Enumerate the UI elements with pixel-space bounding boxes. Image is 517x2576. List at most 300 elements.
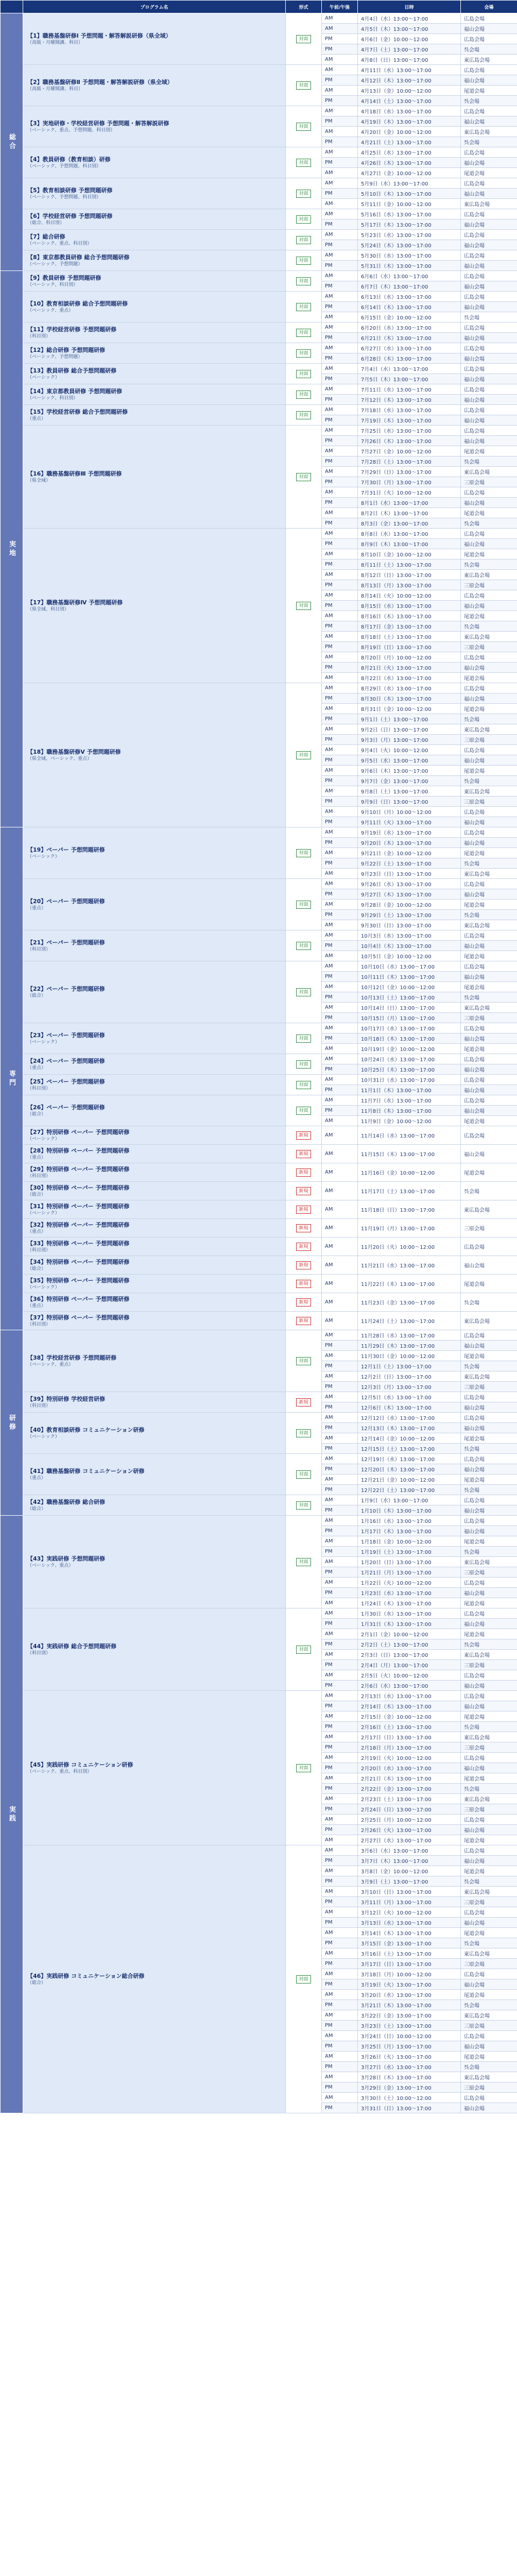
session-ampm: PM — [322, 1464, 358, 1475]
session-venue: 呉会場 — [461, 1485, 517, 1495]
session-venue: 尾道会場 — [461, 982, 517, 992]
program-name[interactable]: 【45】実践研修 コミュニケーション研修 — [27, 1761, 133, 1768]
session-venue: 福山会場 — [461, 1106, 517, 1116]
session-datetime: 11月20日（火）10:00～12:00 — [358, 1238, 461, 1256]
session-datetime: 2月15日（金）10:00～12:00 — [358, 1711, 461, 1722]
format-cell — [286, 271, 322, 292]
program-name[interactable]: 【10】教育相談研修 総合予想問題研修 — [27, 300, 128, 307]
program-subtitle: （ベーシック、重点、科目別） — [27, 241, 92, 246]
session-ampm: AM — [322, 1275, 358, 1293]
session-venue: 福山会場 — [461, 693, 517, 704]
session-ampm: AM — [322, 199, 358, 209]
session-ampm: AM — [322, 178, 358, 189]
session-venue: 広島会場 — [461, 34, 517, 44]
session-ampm: AM — [322, 1330, 358, 1341]
program-cell[interactable] — [23, 1691, 286, 1845]
program-name[interactable]: 【39】特別研修 学校経営研修 — [27, 1396, 106, 1402]
session-datetime: 3月18日（月）10:00～12:00 — [358, 1969, 461, 1979]
program-cell[interactable] — [23, 961, 286, 1023]
program-cell[interactable] — [23, 1312, 286, 1330]
program-name[interactable]: 【19】ペーパー 予想問題研修 — [27, 846, 105, 853]
session-venue: 広島会場 — [461, 209, 517, 219]
session-venue: 三原会場 — [461, 1382, 517, 1392]
program-name[interactable]: 【15】学校経営研修 総合予想問題研修 — [27, 409, 128, 415]
session-venue: 東広島会場 — [461, 1887, 517, 1897]
session-ampm: AM — [322, 766, 358, 776]
program-cell[interactable] — [23, 1095, 286, 1126]
session-datetime: 9月20日（木）13:00～17:00 — [358, 838, 461, 848]
session-datetime: 10月11日（木）13:00～17:00 — [358, 972, 461, 982]
session-ampm: AM — [322, 508, 358, 518]
table-row — [1, 529, 517, 539]
session-ampm: PM — [322, 1526, 358, 1536]
session-venue: 広島会場 — [461, 1075, 517, 1085]
session-venue: 尾道会場 — [461, 1433, 517, 1444]
session-ampm: AM — [322, 652, 358, 663]
session-venue: 広島会場 — [461, 1516, 517, 1526]
session-venue: 尾道会場 — [461, 673, 517, 683]
session-datetime: 11月28日（水）13:00～17:00 — [358, 1330, 461, 1341]
session-ampm: AM — [322, 1351, 358, 1361]
session-ampm: AM — [322, 951, 358, 961]
session-datetime: 9月2日（日）13:00～17:00 — [358, 724, 461, 735]
program-cell[interactable] — [23, 827, 286, 879]
program-name[interactable]: 【41】職務基盤研修 コミュニケーション研修 — [27, 1468, 145, 1475]
session-datetime: 4月18日（水）13:00～17:00 — [358, 106, 461, 116]
program-name[interactable]: 【17】職務基盤研修Ⅳ 予想問題研修 — [27, 599, 123, 606]
program-cell[interactable] — [23, 1145, 286, 1163]
program-name[interactable]: 【46】実践研修 コミュニケーション総合研修 — [27, 1973, 145, 1979]
format-badge: 対面 — [296, 1107, 311, 1115]
session-venue: 呉会場 — [461, 312, 517, 323]
session-venue: 呉会場 — [461, 456, 517, 467]
session-datetime: 10月12日（金）10:00～12:00 — [358, 982, 461, 992]
table-row — [1, 961, 517, 972]
program-subtitle: （重点） — [27, 1303, 46, 1309]
session-datetime: 9月8日（土）13:00～17:00 — [358, 786, 461, 796]
session-ampm: AM — [322, 168, 358, 178]
session-venue: 福山会場 — [461, 75, 517, 86]
format-badge: 対面 — [296, 159, 311, 167]
session-venue: 呉会場 — [461, 2000, 517, 2010]
program-name[interactable]: 【11】学校経営研修 予想問題研修 — [27, 326, 117, 333]
program-cell[interactable] — [23, 106, 286, 147]
session-venue: 福山会場 — [461, 601, 517, 611]
program-name[interactable]: 【7】総合研修 — [27, 233, 65, 240]
program-name[interactable]: 【6】学校経営研修 予想問題研修 — [27, 213, 113, 219]
session-datetime: 3月11日（月）13:00～17:00 — [358, 1897, 461, 1907]
program-name[interactable]: 【42】職務基盤研修 総合研修 — [27, 1499, 106, 1505]
session-ampm: AM — [322, 1095, 358, 1106]
session-venue: 福山会場 — [461, 2041, 517, 2052]
table-row — [1, 178, 517, 189]
program-subtitle: （ベーシック、重点） — [27, 308, 74, 313]
program-name[interactable]: 【35】特別研修 ペーパー 予想問題研修 — [27, 1277, 130, 1284]
session-datetime: 11月16日（金）10:00～12:00 — [358, 1163, 461, 1182]
session-venue: 福山会場 — [461, 24, 517, 34]
program-name[interactable]: 【36】特別研修 ペーパー 予想問題研修 — [27, 1296, 130, 1302]
program-name[interactable]: 【25】ペーパー 予想問題研修 — [27, 1078, 105, 1085]
program-cell[interactable] — [23, 147, 286, 178]
program-name[interactable]: 【40】教育相談研修 コミュニケーション研修 — [27, 1427, 145, 1433]
session-venue: 尾道会場 — [461, 446, 517, 456]
session-datetime: 4月7日（土）13:00～17:00 — [358, 44, 461, 55]
program-subtitle: （ベーシック） — [27, 1040, 60, 1045]
format-badge: 新規 — [296, 1261, 311, 1269]
session-datetime: 5月30日（水）13:00～17:00 — [358, 250, 461, 261]
session-ampm: PM — [322, 1742, 358, 1753]
session-datetime: 3月8日（金）10:00～12:00 — [358, 1866, 461, 1876]
session-venue: 尾道会場 — [461, 766, 517, 776]
program-name[interactable]: 【21】ペーパー 予想問題研修 — [27, 939, 105, 946]
session-venue: 呉会場 — [461, 776, 517, 786]
program-name[interactable]: 【16】職務基盤研修Ⅲ 予想問題研修 — [27, 470, 122, 477]
session-ampm: AM — [322, 1392, 358, 1402]
session-ampm: AM — [322, 1238, 358, 1256]
session-ampm: AM — [322, 1557, 358, 1567]
program-name[interactable]: 【44】実践研修 総合予想問題研修 — [27, 1643, 117, 1650]
format-cell — [286, 343, 322, 364]
program-cell[interactable] — [23, 230, 286, 250]
format-badge: 対面 — [296, 391, 311, 399]
session-ampm: AM — [322, 1145, 358, 1163]
session-datetime: 3月14日（木）13:00～17:00 — [358, 1928, 461, 1938]
session-datetime: 12月3日（月）13:00～17:00 — [358, 1382, 461, 1392]
session-datetime: 11月15日（木）13:00～17:00 — [358, 1145, 461, 1163]
session-venue: 三原会場 — [461, 1219, 517, 1238]
program-name[interactable]: 【8】東京都教員研修 総合予想問題研修 — [27, 254, 130, 261]
program-cell[interactable] — [23, 930, 286, 961]
session-datetime: 12月20日（木）13:00～17:00 — [358, 1464, 461, 1475]
program-cell[interactable] — [23, 426, 286, 529]
session-datetime: 7月11日（水）13:00～17:00 — [358, 384, 461, 395]
session-datetime: 9月30日（日）13:00～17:00 — [358, 920, 461, 930]
program-cell[interactable] — [23, 1126, 286, 1145]
session-datetime: 1月10日（木）13:00～17:00 — [358, 1505, 461, 1516]
session-venue: 東広島会場 — [461, 570, 517, 580]
session-ampm: AM — [322, 2052, 358, 2062]
session-datetime: 5月10日（木）13:00～17:00 — [358, 189, 461, 199]
format-badge: 新規 — [296, 1150, 311, 1158]
format-cell — [286, 1200, 322, 1219]
program-name[interactable]: 【4】教員研修（教育相談）研修 — [27, 156, 111, 163]
session-venue: 福山会場 — [461, 261, 517, 271]
session-ampm: AM — [322, 930, 358, 941]
program-cell[interactable] — [23, 529, 286, 683]
session-datetime: 6月6日（水）13:00～17:00 — [358, 271, 461, 281]
session-ampm: AM — [322, 1629, 358, 1639]
session-datetime: 7月12日（木）13:00～17:00 — [358, 395, 461, 405]
session-ampm: PM — [322, 415, 358, 426]
session-venue: 三原会場 — [461, 1013, 517, 1023]
session-venue: 呉会場 — [461, 910, 517, 920]
program-subtitle: （高級・月曜開講、科目） — [27, 87, 83, 92]
program-cell[interactable] — [23, 1275, 286, 1293]
program-cell[interactable] — [23, 178, 286, 209]
session-datetime: 4月8日（日）13:00～17:00 — [358, 55, 461, 65]
session-ampm: AM — [322, 1126, 358, 1145]
session-ampm: PM — [322, 1013, 358, 1023]
program-cell[interactable] — [23, 271, 286, 292]
session-venue: 広島会場 — [461, 2093, 517, 2103]
session-venue: 尾道会場 — [461, 1990, 517, 2000]
format-cell — [286, 827, 322, 879]
session-ampm: PM — [322, 477, 358, 487]
program-cell[interactable] — [23, 343, 286, 364]
program-cell[interactable] — [23, 364, 286, 384]
session-datetime: 1月9日（水）13:00～17:00 — [358, 1495, 461, 1505]
program-name[interactable]: 【26】ペーパー 予想問題研修 — [27, 1104, 105, 1111]
format-badge: 対面 — [296, 473, 311, 481]
session-ampm: PM — [322, 1402, 358, 1413]
session-datetime: 6月20日（水）13:00～17:00 — [358, 323, 461, 333]
session-ampm: AM — [322, 1928, 358, 1938]
session-venue: 尾道会場 — [461, 1275, 517, 1293]
session-datetime: 6月13日（水）13:00～17:00 — [358, 292, 461, 302]
session-datetime: 5月31日（木）13:00～17:00 — [358, 261, 461, 271]
table-row — [1, 1095, 517, 1106]
program-cell[interactable] — [23, 879, 286, 930]
program-cell[interactable] — [23, 250, 286, 271]
program-name[interactable]: 【43】実践研修 予想問題研修 — [27, 1555, 106, 1562]
program-name[interactable]: 【38】学校経営研修 予想問題研修 — [27, 1354, 117, 1361]
session-datetime: 8月31日（金）10:00～12:00 — [358, 704, 461, 714]
session-datetime: 2月1日（金）10:00～12:00 — [358, 1629, 461, 1639]
program-name[interactable]: 【1】職務基盤研修Ⅰ 予想問題・解答解説研修（県全域） — [27, 32, 171, 39]
program-cell[interactable] — [23, 1454, 286, 1495]
program-name[interactable]: 【13】教員研修 総合予想問題研修 — [27, 367, 117, 374]
format-cell — [286, 683, 322, 827]
program-name[interactable]: 【30】特別研修 ペーパー 予想問題研修 — [27, 1184, 130, 1191]
program-cell[interactable] — [23, 1023, 286, 1054]
session-venue: 福山会場 — [461, 1256, 517, 1275]
program-name[interactable]: 【27】特別研修 ペーパー 予想問題研修 — [27, 1129, 130, 1136]
session-venue: 東広島会場 — [461, 467, 517, 477]
session-venue: 広島会場 — [461, 1815, 517, 1825]
session-venue: 三原会場 — [461, 1897, 517, 1907]
program-cell[interactable] — [23, 1392, 286, 1413]
session-ampm: PM — [322, 75, 358, 86]
format-cell — [286, 1691, 322, 1845]
session-ampm: PM — [322, 137, 358, 147]
session-venue: 広島会場 — [461, 271, 517, 281]
program-cell[interactable] — [23, 1495, 286, 1516]
program-name[interactable]: 【5】教育相談研修 予想問題研修 — [27, 187, 113, 194]
session-datetime: 2月27日（水）13:00～17:00 — [358, 1835, 461, 1845]
program-name[interactable]: 【14】東京都教員研修 予想問題研修 — [27, 388, 123, 395]
category-label: 実地 — [1, 271, 23, 827]
program-name[interactable]: 【37】特別研修 ペーパー 予想問題研修 — [27, 1314, 130, 1321]
session-venue: 福山会場 — [461, 116, 517, 127]
session-venue: 広島会場 — [461, 930, 517, 941]
session-datetime: 2月22日（金）13:00～17:00 — [358, 1784, 461, 1794]
format-cell — [286, 1054, 322, 1075]
session-ampm: PM — [322, 1485, 358, 1495]
format-badge: 対面 — [296, 1764, 311, 1772]
program-cell[interactable] — [23, 323, 286, 343]
session-venue: 広島会場 — [461, 230, 517, 240]
session-datetime: 8月29日（水）13:00～17:00 — [358, 683, 461, 693]
session-venue: 福山会場 — [461, 1979, 517, 1990]
session-datetime: 8月9日（木）13:00～17:00 — [358, 539, 461, 549]
session-venue: 広島会場 — [461, 1095, 517, 1106]
session-venue: 広島会場 — [461, 1126, 517, 1145]
program-subtitle: （総合、科目別） — [27, 221, 65, 226]
program-cell[interactable] — [23, 1075, 286, 1095]
session-venue: 広島会場 — [461, 683, 517, 693]
session-datetime: 9月9日（日）13:00～17:00 — [358, 796, 461, 807]
program-name[interactable]: 【20】ペーパー 予想問題研修 — [27, 898, 105, 905]
format-cell — [286, 529, 322, 683]
session-ampm: AM — [322, 704, 358, 714]
program-subtitle: （ベーシック） — [27, 1137, 60, 1142]
table-row — [1, 1126, 517, 1145]
program-cell[interactable] — [23, 1054, 286, 1075]
session-ampm: AM — [322, 1454, 358, 1464]
format-badge: 新規 — [296, 1187, 311, 1195]
session-ampm: PM — [322, 2000, 358, 2010]
session-ampm: PM — [322, 116, 358, 127]
program-cell[interactable] — [23, 292, 286, 323]
program-name[interactable]: 【12】総合研修 予想問題研修 — [27, 347, 106, 353]
format-badge: 対面 — [296, 751, 311, 759]
program-cell[interactable] — [23, 1200, 286, 1219]
program-subtitle: （ベーシック、重点、科目別） — [27, 1769, 92, 1774]
program-cell[interactable] — [23, 1413, 286, 1454]
session-datetime: 1月23日（水）13:00～17:00 — [358, 1588, 461, 1598]
session-venue: 三原会場 — [461, 735, 517, 745]
session-venue: 福山会場 — [461, 755, 517, 766]
session-ampm: AM — [322, 1578, 358, 1588]
program-cell[interactable] — [23, 1516, 286, 1608]
program-cell[interactable] — [23, 1238, 286, 1256]
session-venue: 広島会場 — [461, 529, 517, 539]
session-datetime: 10月18日（木）13:00～17:00 — [358, 1033, 461, 1044]
session-ampm: PM — [322, 1825, 358, 1835]
session-datetime: 9月23日（日）13:00～17:00 — [358, 869, 461, 879]
program-cell[interactable] — [23, 1608, 286, 1691]
session-datetime: 2月6日（水）13:00～17:00 — [358, 1681, 461, 1691]
program-name[interactable]: 【3】実地研修・学校経営研修 予想問題・解答解説研修 — [27, 120, 169, 127]
program-cell[interactable] — [23, 1256, 286, 1275]
program-cell[interactable] — [23, 683, 286, 827]
session-venue: 福山会場 — [461, 1856, 517, 1866]
format-badge: 新規 — [296, 1280, 311, 1288]
session-datetime: 7月18日（水）13:00～17:00 — [358, 405, 461, 415]
session-ampm: AM — [322, 683, 358, 693]
session-ampm: PM — [322, 436, 358, 446]
program-name[interactable]: 【24】ペーパー 予想問題研修 — [27, 1058, 105, 1064]
program-name[interactable]: 【23】ペーパー 予想問題研修 — [27, 1032, 105, 1039]
session-datetime: 9月3日（月）13:00～17:00 — [358, 735, 461, 745]
session-venue: 尾道会場 — [461, 2052, 517, 2062]
session-datetime: 8月3日（金）13:00～17:00 — [358, 518, 461, 529]
program-name[interactable]: 【33】特別研修 ペーパー 予想問題研修 — [27, 1240, 130, 1247]
session-venue: 福山会場 — [461, 838, 517, 848]
session-venue: 広島会場 — [461, 1238, 517, 1256]
program-cell[interactable] — [23, 1845, 286, 2113]
session-datetime: 2月13日（水）13:00～17:00 — [358, 1691, 461, 1701]
program-name[interactable]: 【22】ペーパー 予想問題研修 — [27, 986, 105, 992]
format-badge: 対面 — [296, 370, 311, 378]
session-ampm: AM — [322, 405, 358, 415]
session-venue: 尾道会場 — [461, 704, 517, 714]
session-venue: 広島会場 — [461, 1495, 517, 1505]
session-datetime: 6月21日（木）13:00～17:00 — [358, 333, 461, 343]
session-venue: 尾道会場 — [461, 1044, 517, 1054]
program-name[interactable]: 【29】特別研修 ペーパー 予想問題研修 — [27, 1166, 130, 1173]
program-cell[interactable] — [23, 209, 286, 230]
program-name[interactable]: 【31】特別研修 ペーパー 予想問題研修 — [27, 1203, 130, 1210]
session-ampm: AM — [322, 879, 358, 889]
program-name[interactable]: 【2】職務基盤研修Ⅱ 予想問題・解答解説研修（県全域） — [27, 79, 173, 86]
table-row — [1, 106, 517, 116]
program-name[interactable]: 【18】職務基盤研修Ⅴ 予想問題研修 — [27, 749, 121, 755]
session-ampm: PM — [322, 1588, 358, 1598]
program-cell[interactable] — [23, 1163, 286, 1182]
session-venue: 福山会場 — [461, 1464, 517, 1475]
program-subtitle: （ベーシック、重点） — [27, 1362, 74, 1367]
session-datetime: 2月16日（土）13:00～17:00 — [358, 1722, 461, 1732]
session-venue: 広島会場 — [461, 652, 517, 663]
program-cell[interactable] — [23, 65, 286, 106]
session-venue: 広島会場 — [461, 1023, 517, 1033]
session-ampm: PM — [322, 1567, 358, 1578]
program-name[interactable]: 【9】教員研修 予想問題研修 — [27, 275, 101, 281]
session-ampm: PM — [322, 219, 358, 230]
program-cell[interactable] — [23, 1219, 286, 1238]
session-datetime: 3月17日（日）13:00～17:00 — [358, 1959, 461, 1969]
session-datetime: 7月25日（水）13:00～17:00 — [358, 426, 461, 436]
session-ampm: AM — [322, 848, 358, 858]
program-cell[interactable] — [23, 405, 286, 426]
program-name[interactable]: 【34】特別研修 ペーパー 予想問題研修 — [27, 1259, 130, 1265]
table-row — [1, 1256, 517, 1275]
session-venue: 福山会場 — [461, 941, 517, 951]
program-cell[interactable] — [23, 384, 286, 405]
session-ampm: PM — [322, 333, 358, 343]
table-row — [1, 1516, 517, 1526]
session-ampm: AM — [322, 446, 358, 456]
header-ampm: 午前/午後 — [322, 1, 358, 13]
program-cell[interactable] — [23, 1182, 286, 1200]
format-cell — [286, 1330, 322, 1392]
session-datetime: 9月7日（金）13:00～17:00 — [358, 776, 461, 786]
program-name[interactable]: 【28】特別研修 ペーパー 予想問題研修 — [27, 1147, 130, 1154]
session-ampm: PM — [322, 2103, 358, 2113]
session-datetime: 1月24日（木）13:00～17:00 — [358, 1598, 461, 1608]
session-ampm: AM — [322, 1907, 358, 1918]
program-subtitle: （科目別） — [27, 947, 51, 952]
program-cell[interactable] — [23, 1330, 286, 1392]
session-venue: 福山会場 — [461, 302, 517, 312]
session-datetime: 7月19日（木）13:00～17:00 — [358, 415, 461, 426]
table-row — [1, 1163, 517, 1182]
program-subtitle: （総合） — [27, 1112, 46, 1117]
program-name[interactable]: 【32】特別研修 ペーパー 予想問題研修 — [27, 1222, 130, 1228]
session-datetime: 1月19日（土）13:00～17:00 — [358, 1547, 461, 1557]
session-datetime: 11月8日（木）13:00～17:00 — [358, 1106, 461, 1116]
session-venue: 尾道会場 — [461, 168, 517, 178]
session-datetime: 1月18日（金）10:00～12:00 — [358, 1536, 461, 1547]
program-cell[interactable] — [23, 1293, 286, 1312]
format-badge: 対面 — [296, 901, 311, 909]
session-datetime: 2月25日（月）10:00～12:00 — [358, 1815, 461, 1825]
program-subtitle: （科目別） — [27, 1248, 51, 1253]
program-cell[interactable] — [23, 13, 286, 65]
session-venue: 広島会場 — [461, 384, 517, 395]
format-badge: 対面 — [296, 277, 311, 285]
